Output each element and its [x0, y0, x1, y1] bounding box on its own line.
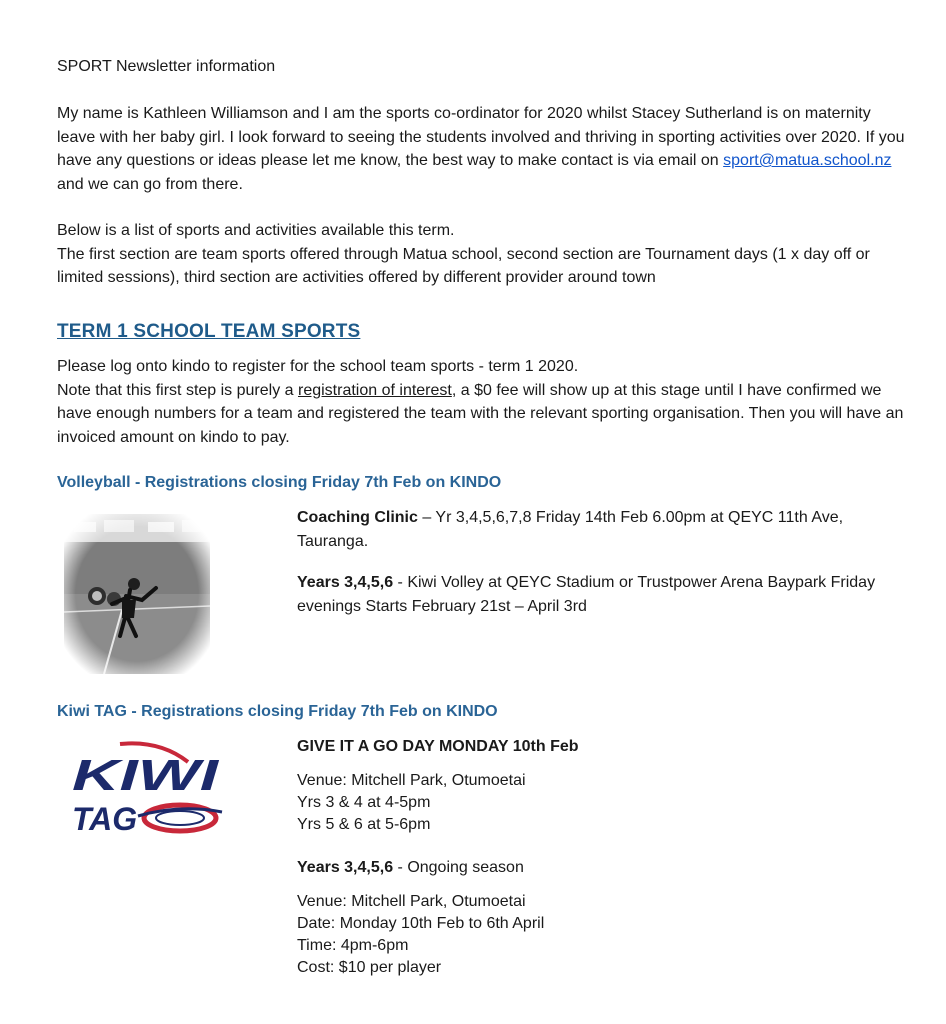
coaching-clinic-text: – Yr 3,4,5,6,7,8 Friday 14th Feb 6.00pm at QEYC 11th Ave, Tauranga. [297, 509, 844, 550]
ongoing-season-info [297, 856, 887, 880]
volleyball-photo [64, 514, 210, 674]
note-start: Note that this first step is purely a [57, 381, 298, 399]
note-end: , a $0 fee will show up at this stage until I have confirmed we have enough numbers for a team and registered the team with the relevant sporting organisation. Then you will have an invoiced amount on kindo to pay. [57, 381, 904, 446]
season-cost: Cost: $10 per player [297, 959, 442, 976]
kiwi-volley-info [297, 571, 887, 618]
registration-interest: registration of interest [298, 381, 452, 399]
kindo-instruction: Please log onto kindo to register for the school team sports - term 1 2020. [57, 358, 579, 375]
term-heading: TERM 1 SCHOOL TEAM SPORTS [57, 321, 361, 342]
season-date: Date: Monday 10th Feb to 6th April [297, 915, 545, 932]
season-time: Time: 4pm-6pm [297, 937, 409, 954]
go-day-yrs-3-4: Yrs 3 & 4 at 4-5pm [297, 794, 431, 811]
season-years: Years 3,4,5,6 [297, 859, 394, 876]
intro-paragraph [57, 102, 907, 196]
season-text: - Ongoing season [393, 859, 524, 876]
intro-text-start: My name is Kathleen Williamson and I am the sports co-ordinator for 2020 whilst Stacey Sutherland is on maternity leave with her baby girl. I look forward to seeing the students involved and thriving in sporting activities over 2020. If you have any questions or ideas please let me know, the best way to make contact is via email on [57, 105, 905, 169]
registration-note [57, 379, 907, 450]
kiwi-volley-text: - Kiwi Volley at QEYC Stadium or Trustpower Arena Baypark Friday evenings Starts February 21st – April 3rd [297, 574, 876, 615]
kiwi-tag-logo [68, 738, 228, 838]
volleyball-heading: Volleyball - Registrations closing Friday 7th Feb on KINDO [57, 474, 502, 491]
list-sections-line: The first section are team sports offered through Matua school, second section are Tournament days (1 x day off or limited sessions), third section are activities offered by different provider around town [57, 245, 870, 286]
go-day-details [297, 770, 887, 836]
logo-word-tag: TAG [72, 801, 138, 837]
coaching-clinic-label: Coaching Clinic [297, 509, 418, 526]
term-instructions [57, 355, 907, 449]
coaching-clinic-info [297, 506, 887, 553]
kiwi-volley-years: Years 3,4,5,6 [297, 574, 394, 591]
kiwi-tag-heading: Kiwi TAG - Registrations closing Friday 7th Feb on KINDO [57, 703, 498, 720]
sports-list-intro [57, 219, 907, 290]
season-details [297, 891, 887, 979]
list-intro-line: Below is a list of sports and activities available this term. [57, 222, 455, 239]
give-it-a-go-day: GIVE IT A GO DAY MONDAY 10th Feb [297, 738, 579, 755]
newsletter-title: SPORT Newsletter information [57, 58, 276, 75]
season-venue: Venue: Mitchell Park, Otumoetai [297, 893, 526, 910]
logo-word-kiwi: KIWI [72, 751, 220, 800]
go-day-yrs-5-6: Yrs 5 & 6 at 5-6pm [297, 816, 431, 833]
email-link[interactable]: sport@matua.school.nz [723, 152, 892, 169]
intro-text-end: and we can go from there. [57, 175, 243, 193]
go-day-venue: Venue: Mitchell Park, Otumoetai [297, 772, 526, 789]
